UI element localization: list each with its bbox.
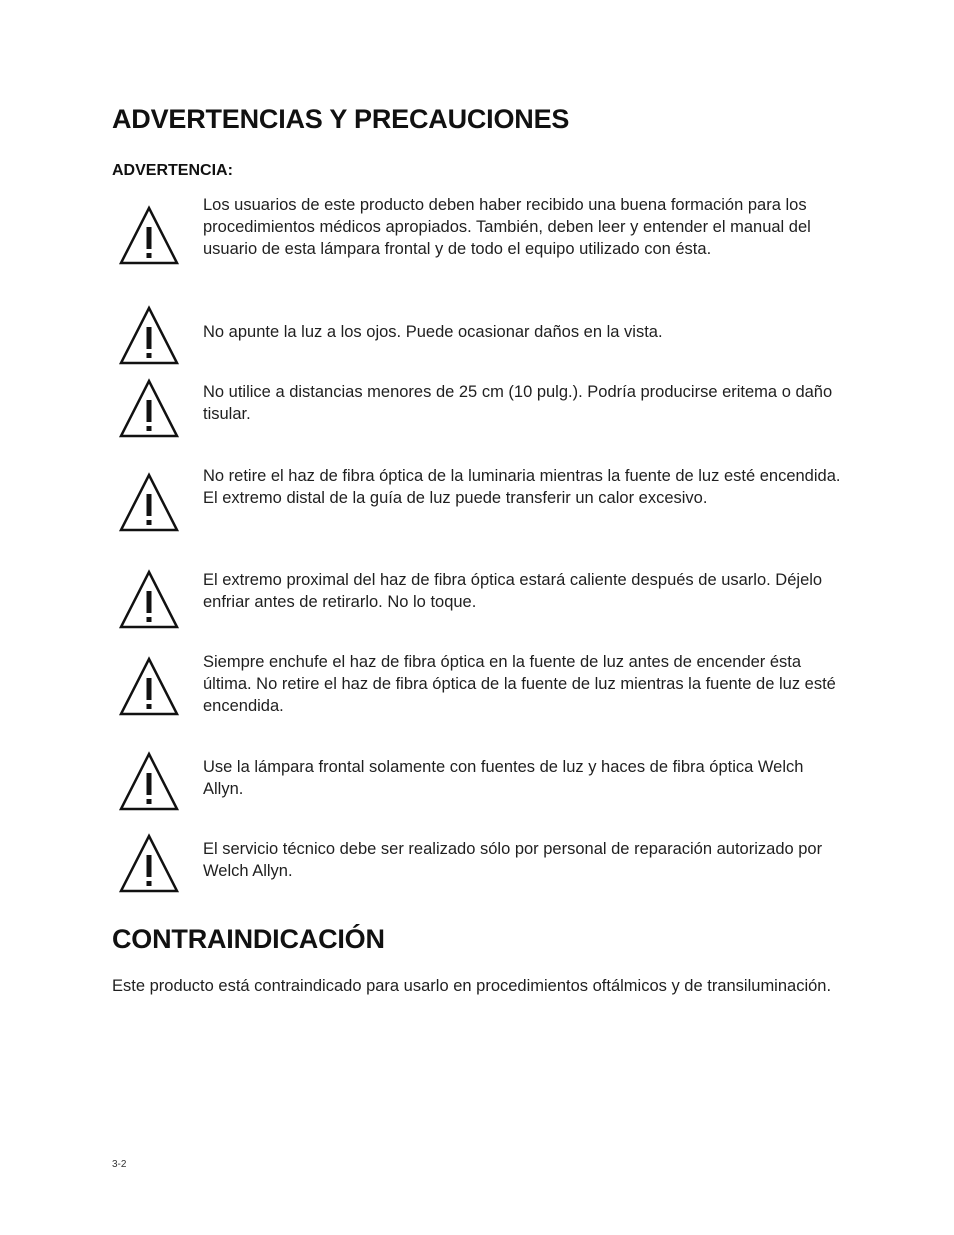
contraindication-text: Este producto está contraindicado para usarlo en procedimientos oftálmicos y de transiluminación. xyxy=(112,977,832,995)
contraindication-title: CONTRAINDICACIÓN xyxy=(112,924,385,954)
warning-label: ADVERTENCIA: xyxy=(112,162,233,179)
warning-text: El servicio técnico debe ser realizado sólo por personal de reparación autorizado por Welch Allyn. xyxy=(203,840,823,880)
warning-triangle-icon xyxy=(118,751,180,811)
section-title: ADVERTENCIAS Y PRECAUCIONES xyxy=(112,104,570,134)
warning-text: Los usuarios de este producto deben haber recibido una buena formación para los procedimientos médicos apropiados. También, deben leer y entender el manual del usuario de esta lámpara frontal y de todo el equipo utilizado con ésta. xyxy=(203,196,811,258)
warning-triangle-icon xyxy=(118,833,180,893)
warning-text: No retire el haz de fibra óptica de la luminaria mientras la fuente de luz esté encendida. El extremo distal de la guía de luz puede transferir un calor excesivo. xyxy=(203,467,841,507)
warning-triangle-icon xyxy=(118,472,180,532)
warning-text: No apunte la luz a los ojos. Puede ocasionar daños en la vista. xyxy=(203,323,663,341)
warning-triangle-icon xyxy=(118,305,180,365)
warning-text: Siempre enchufe el haz de fibra óptica en la fuente de luz antes de encender ésta última. No retire el haz de fibra óptica de la fuente de luz mientras la fuente de luz esté encendida. xyxy=(203,653,836,715)
warning-triangle-icon xyxy=(118,569,180,629)
page-number: 3-2 xyxy=(112,1159,127,1170)
warning-text: No utilice a distancias menores de 25 cm (10 pulg.). Podría producirse eritema o daño tisular. xyxy=(203,383,833,423)
warning-triangle-icon xyxy=(118,205,180,265)
warning-text: Use la lámpara frontal solamente con fuentes de luz y haces de fibra óptica Welch Allyn. xyxy=(203,758,804,798)
warning-triangle-icon xyxy=(118,656,180,716)
warning-text: El extremo proximal del haz de fibra óptica estará caliente después de usarlo. Déjelo enfriar antes de retirarlo. No lo toque. xyxy=(203,571,823,611)
warning-triangle-icon xyxy=(118,378,180,438)
